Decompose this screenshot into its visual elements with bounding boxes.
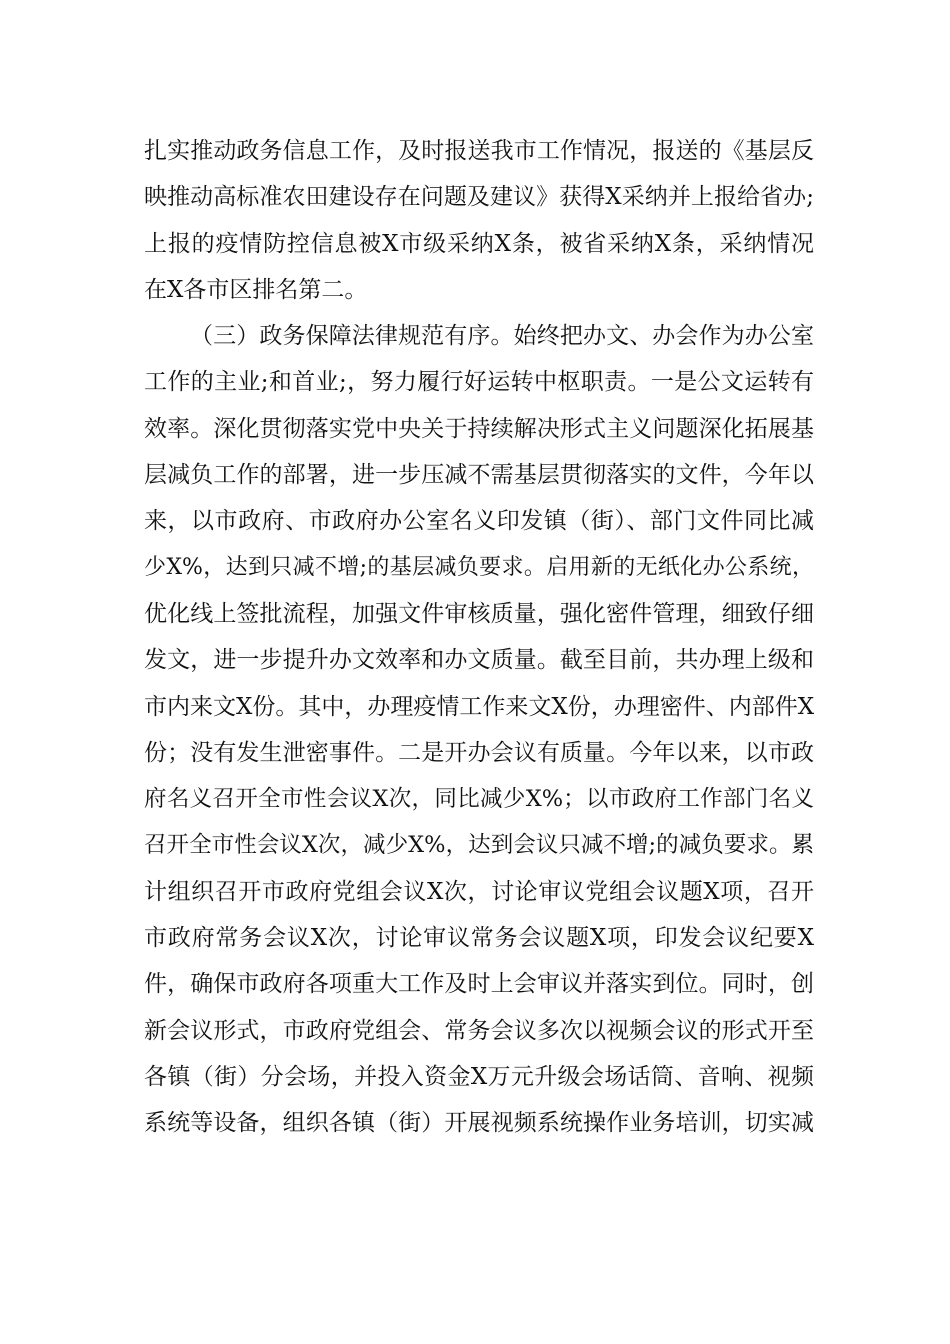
text-line: 优化线上签批流程，加强文件审核质量，强化密件管理，细致仔细	[144, 600, 814, 627]
text-line: 府名义召开全市性会议X次，同比减少X%；以市政府工作部门名义	[144, 786, 814, 813]
text-line: 上报的疫情防控信息被X市级采纳X条，被省采纳X条，采纳情况	[144, 230, 814, 257]
text-line: 层减负工作的部署，进一步压减不需基层贯彻落实的文件，今年以	[144, 462, 814, 489]
text-line: 件，确保市政府各项重大工作及时上会审议并落实到位。同时，创	[144, 971, 814, 998]
text-line: 新会议形式，市政府党组会、常务会议多次以视频会议的形式开至	[144, 1017, 814, 1044]
section-heading-line: （三）政务保障法律规范有序。始终把办文、办会作为办公室	[190, 323, 814, 350]
text-line: 市内来文X份。其中，办理疫情工作来文X份，办理密件、内部件X	[144, 693, 814, 720]
body-text	[144, 128, 814, 1147]
text-line: 工作的主业;和首业;，努力履行好运转中枢职责。一是公文运转有	[144, 369, 814, 396]
text-line: 份；没有发生泄密事件。二是开办会议有质量。今年以来，以市政	[144, 739, 814, 766]
text-line: 召开全市性会议X次，减少X%，达到会议只减不增;的减负要求。累	[144, 832, 814, 859]
text-line: 少X%，达到只减不增;的基层减负要求。启用新的无纸化办公系统，	[144, 554, 814, 580]
text-line: 市政府常务会议X次，讨论审议常务会议题X项，印发会议纪要X	[144, 925, 814, 952]
text-line: 计组织召开市政府党组会议X次，讨论审议党组会议题X项，召开	[144, 878, 814, 905]
text-line: 来，以市政府、市政府办公室名义印发镇（街）、部门文件同比减	[144, 508, 814, 535]
text-line: 在X各市区排名第二。	[144, 276, 368, 303]
text-line: 各镇（街）分会场，并投入资金X万元升级会场话筒、音响、视频	[144, 1063, 814, 1090]
text-line: 系统等设备，组织各镇（街）开展视频系统操作业务培训，切实减	[144, 1110, 814, 1137]
text-line: 效率。深化贯彻落实党中央关于持续解决形式主义问题深化拓展基	[144, 415, 814, 442]
text-line: 发文，进一步提升办文效率和办文质量。截至目前，共办理上级和	[144, 647, 814, 674]
text-line: 映推动高标准农田建设存在问题及建议》获得X采纳并上报给省办;	[144, 184, 814, 211]
text-line: 扎实推动政务信息工作，及时报送我市工作情况，报送的《基层反	[144, 138, 814, 164]
